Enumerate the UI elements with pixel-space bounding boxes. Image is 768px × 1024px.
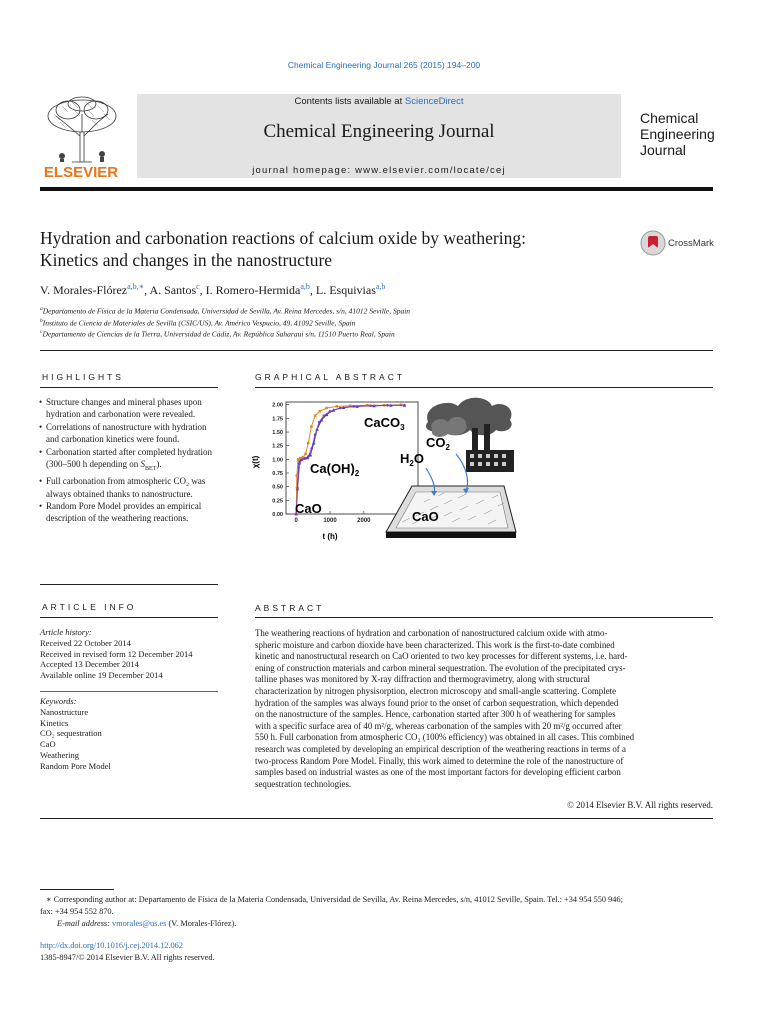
- highlight-item: • Carbonation started after completed hydration (300–500 h depending on $S_{BET}$).: [40, 446, 218, 476]
- author-name[interactable]: A. Santos: [149, 283, 197, 297]
- abstract-line: two-process Random Pore Model. Finally, this work aimed to determine the role of the nanostructure of: [255, 755, 624, 766]
- history-rule: [40, 691, 218, 692]
- header-rule: [40, 187, 713, 191]
- author-affiliation-sup[interactable]: a,b: [375, 282, 386, 291]
- data-point: [318, 421, 321, 424]
- footnote-rule: [40, 889, 114, 890]
- journal-homepage[interactable]: journal homepage: www.elsevier.com/locate/cej: [252, 165, 506, 176]
- journal-banner: [137, 94, 621, 178]
- corresponding-footnote: ∗ Corresponding author at: Departamento de Física de la Materia Condensada, Universidad de Sevilla, Av. Reina Mercedes, s/n, 41012 Seville, Spain. Tel.: +34 954 550 946;: [46, 895, 623, 904]
- affiliation-text: Departamento de Ciencias de la Tierra, Universidad de Cádiz, Av. República Saharaui s/n, 11510 Puerto Real, Spain: [42, 329, 395, 339]
- caoh2-label: $Ca(OH)_2$: [310, 461, 360, 478]
- y-tick-label: 1.25: [272, 443, 283, 450]
- abstract-line: sequestration technologies.: [255, 778, 352, 789]
- affiliation-sup: b: [40, 318, 43, 324]
- graphical-abstract-rule: [255, 387, 713, 388]
- data-point: [296, 475, 299, 478]
- x-tick-label: 0: [294, 518, 298, 524]
- h2o-label: $H_2O$: [400, 451, 424, 468]
- data-point: [310, 425, 313, 428]
- elsevier-logo-text: ELSEVIER: [43, 164, 119, 181]
- journal-logo-line: Journal: [640, 142, 686, 158]
- abstract-line: The weathering reactions of hydration and carbonation of nanostructured calcium oxide with atmo-: [255, 628, 608, 638]
- affiliation-text: Instituto de Ciencia de Materiales de Sevilla (CSIC/US), Av. Américo Vespucio, 49, 41092 Seville, Spain: [42, 318, 356, 328]
- data-point: [304, 457, 307, 460]
- data-point: [296, 488, 299, 491]
- data-point: [314, 414, 317, 417]
- highlight-item: • Random Pore Model provides an empirical description of the weathering reactions.: [40, 500, 218, 525]
- highlights-heading: HIGHLIGHTS: [42, 372, 124, 382]
- keywords: [40, 696, 111, 772]
- data-point: [304, 453, 307, 456]
- abstract-line: spheric moisture and carbon dioxide have been characterized. This work is the first-to-date combined: [255, 639, 615, 650]
- y-tick-label: 0.50: [272, 484, 283, 491]
- author-separator: ,: [309, 283, 316, 297]
- affiliation-sup: a: [40, 306, 43, 312]
- keyword: Nanostructure: [40, 706, 89, 717]
- abstract-line: 550 h. Full carbonation from atmospheric CO₂ (100% efficiency) was obtained in all cases. This combined: [255, 732, 635, 743]
- crossmark-icon: [640, 230, 666, 256]
- title-line: Kinetics and changes in the nanostructure: [40, 250, 333, 270]
- data-point: [298, 462, 301, 465]
- history-entry: Accepted 13 December 2014: [40, 659, 139, 670]
- cao-plot-label: CaO: [295, 501, 322, 516]
- highlight-item: • Correlations of nanostructure with hydration and carbonation kinetics were found.: [40, 421, 218, 446]
- x-tick-label: 1000: [323, 518, 337, 524]
- abstract-rule: [255, 617, 713, 618]
- y-tick-label: 0.00: [272, 512, 283, 518]
- keyword: CaO: [40, 739, 56, 750]
- x-tick-label: 2000: [357, 518, 371, 524]
- data-point: [314, 434, 317, 437]
- crossmark-badge[interactable]: [640, 230, 720, 260]
- abstract-line: hydration of the samples was always found prior to the onset of carbon sequestration, which depended: [255, 697, 619, 708]
- email-owner: (V. Morales-Flórez).: [166, 919, 237, 928]
- elsevier-tree-logo: [42, 96, 122, 164]
- y-tick-label: 2.00: [272, 402, 283, 409]
- data-point: [339, 407, 342, 410]
- data-point: [301, 458, 304, 461]
- caco3-label: CaCO$_3$: [364, 415, 405, 432]
- x-axis-label: t (h): [322, 532, 338, 541]
- author-affiliation-sup[interactable]: c: [196, 282, 200, 291]
- doi-link[interactable]: http://dx.doi.org/10.1016/j.cej.2014.12.062: [40, 941, 183, 950]
- contents-prefix: Contents lists available at: [294, 96, 405, 107]
- author-list: [40, 282, 385, 298]
- highlight-item: • Full carbonation from atmospheric CO₂ was always obtained thanks to nanostructure.: [40, 475, 218, 500]
- author-name[interactable]: I. Romero-Hermida: [205, 283, 301, 297]
- y-axis-label: χ(t): [251, 455, 260, 469]
- contents-line: [137, 96, 621, 107]
- data-point: [307, 442, 310, 445]
- author-separator: ,: [199, 283, 206, 297]
- y-tick-label: 0.25: [272, 498, 283, 505]
- abstract-line: samples based on industrial wastes as one of the most important factors for developing efficient carbon: [255, 767, 621, 778]
- abstract-copyright: © 2014 Elsevier B.V. All rights reserved.: [567, 800, 713, 810]
- keyword: Weathering: [40, 749, 79, 760]
- sciencedirect-link[interactable]: ScienceDirect: [404, 96, 464, 107]
- data-point: [323, 414, 326, 417]
- article-info-rule: [40, 617, 218, 618]
- journal-citation[interactable]: Chemical Engineering Journal 265 (2015) 194–200: [287, 60, 481, 70]
- history-entry: Available online 19 December 2014: [40, 670, 163, 681]
- author-separator: ,: [144, 283, 150, 297]
- data-point: [319, 410, 322, 413]
- co2-label: $CO_2$: [426, 435, 450, 452]
- affiliation: [40, 318, 355, 328]
- author-affiliation-sup[interactable]: a,b: [300, 282, 310, 291]
- data-point: [310, 447, 313, 450]
- journal-logo-line: Engineering: [640, 126, 715, 142]
- author-name[interactable]: L. Esquivias: [315, 283, 376, 297]
- data-point: [336, 405, 339, 408]
- keyword: Kinetics: [40, 717, 69, 728]
- highlights-bottom-rule: [40, 584, 218, 585]
- data-point: [307, 455, 310, 458]
- abstract-line: research was completed by developing an empirical description of the weathering reactions in terms of a: [255, 743, 626, 754]
- graphical-abstract-figure: [252, 394, 518, 548]
- journal-logo-line: Chemical: [640, 110, 699, 126]
- crossmark-label: CrossMark: [668, 238, 714, 249]
- abstract-bottom-rule: [40, 818, 713, 819]
- graphical-abstract-heading: GRAPHICAL ABSTRACT: [255, 372, 406, 382]
- history-label: Article history:: [40, 627, 92, 637]
- highlights-list: [40, 396, 218, 525]
- data-point: [386, 404, 389, 407]
- email-link[interactable]: vmorales@us.es: [112, 919, 167, 928]
- cao-tray-label: CaO: [412, 509, 439, 524]
- abstract-line: on the nanostructure of the samples. Hence, carbonation started after 300 h of weathering for samples: [255, 709, 616, 720]
- data-point: [403, 404, 406, 407]
- affiliation: [40, 329, 395, 339]
- highlight-item: • Structure changes and mineral phases upon hydration and carbonation were revealed.: [40, 396, 218, 421]
- author-name[interactable]: V. Morales-Flórez: [40, 283, 128, 297]
- history-entry: Received 22 October 2014: [40, 637, 131, 648]
- highlights-rule: [40, 387, 218, 388]
- journal-logo: [640, 110, 715, 158]
- title-line: Hydration and carbonation reactions of calcium oxide by weathering:: [40, 228, 526, 248]
- y-tick-label: 1.50: [272, 430, 283, 437]
- history-entry: Received in revised form 12 December 2014: [40, 648, 193, 659]
- abstract-heading: ABSTRACT: [255, 603, 325, 613]
- data-point: [369, 405, 372, 408]
- y-tick-label: 1.75: [272, 416, 283, 423]
- author-affiliation-sup[interactable]: a,b,∗: [127, 282, 145, 291]
- abstract-line: kinetic and nanostructural research on CaO oriented to two key processes for different systems, i.e. hard-: [255, 651, 628, 662]
- keyword: Random Pore Model: [40, 760, 111, 771]
- affiliation-sup: c: [40, 329, 43, 335]
- affiliation-rule: [40, 350, 713, 351]
- article-history: [40, 627, 192, 681]
- abstract-line: characterization by nitrogen physisorption, electron microscopy and small-angle scattering. Complete: [255, 685, 617, 696]
- keywords-label: Keywords:: [40, 696, 77, 706]
- factory-building: [466, 450, 514, 472]
- y-tick-label: 0.75: [272, 471, 283, 478]
- issn-line: 1385-8947/© 2014 Elsevier B.V. All rights reserved.: [40, 953, 215, 962]
- email-label: E-mail address:: [57, 919, 112, 928]
- keyword: CO₂ sequestration: [40, 728, 102, 739]
- affiliation-text: Departamento de Física de la Materia Condensada, Universidad de Sevilla, Av. Reina Mercedes, s/n, 41012 Seville, Spain: [42, 306, 411, 316]
- affiliation: [40, 306, 410, 316]
- email-footnote: [40, 918, 730, 929]
- data-point: [325, 407, 328, 410]
- data-point: [329, 410, 332, 413]
- abstract-line: with a specific surface area of 40 m²/g, whereas carbonation of the samples with 20 m²/g occurred after: [255, 720, 622, 731]
- y-tick-label: 1.00: [272, 457, 283, 464]
- abstract-body: [255, 628, 713, 790]
- article-info-heading: ARTICLE INFO: [42, 602, 137, 612]
- cao-tray-illustration: [386, 486, 516, 538]
- data-point: [352, 405, 355, 408]
- abstract-line: talline phases was monitored by X-ray diffraction and thermogravimetry, along with structural: [255, 674, 590, 685]
- article-title: [40, 227, 620, 271]
- journal-title: Chemical Engineering Journal: [263, 121, 495, 142]
- abstract-line: ening of construction materials and carbon mineral sequestration. The evolution of the precipitated crys-: [255, 662, 626, 673]
- fax-footnote: fax: +34 954 552 870.: [40, 907, 114, 916]
